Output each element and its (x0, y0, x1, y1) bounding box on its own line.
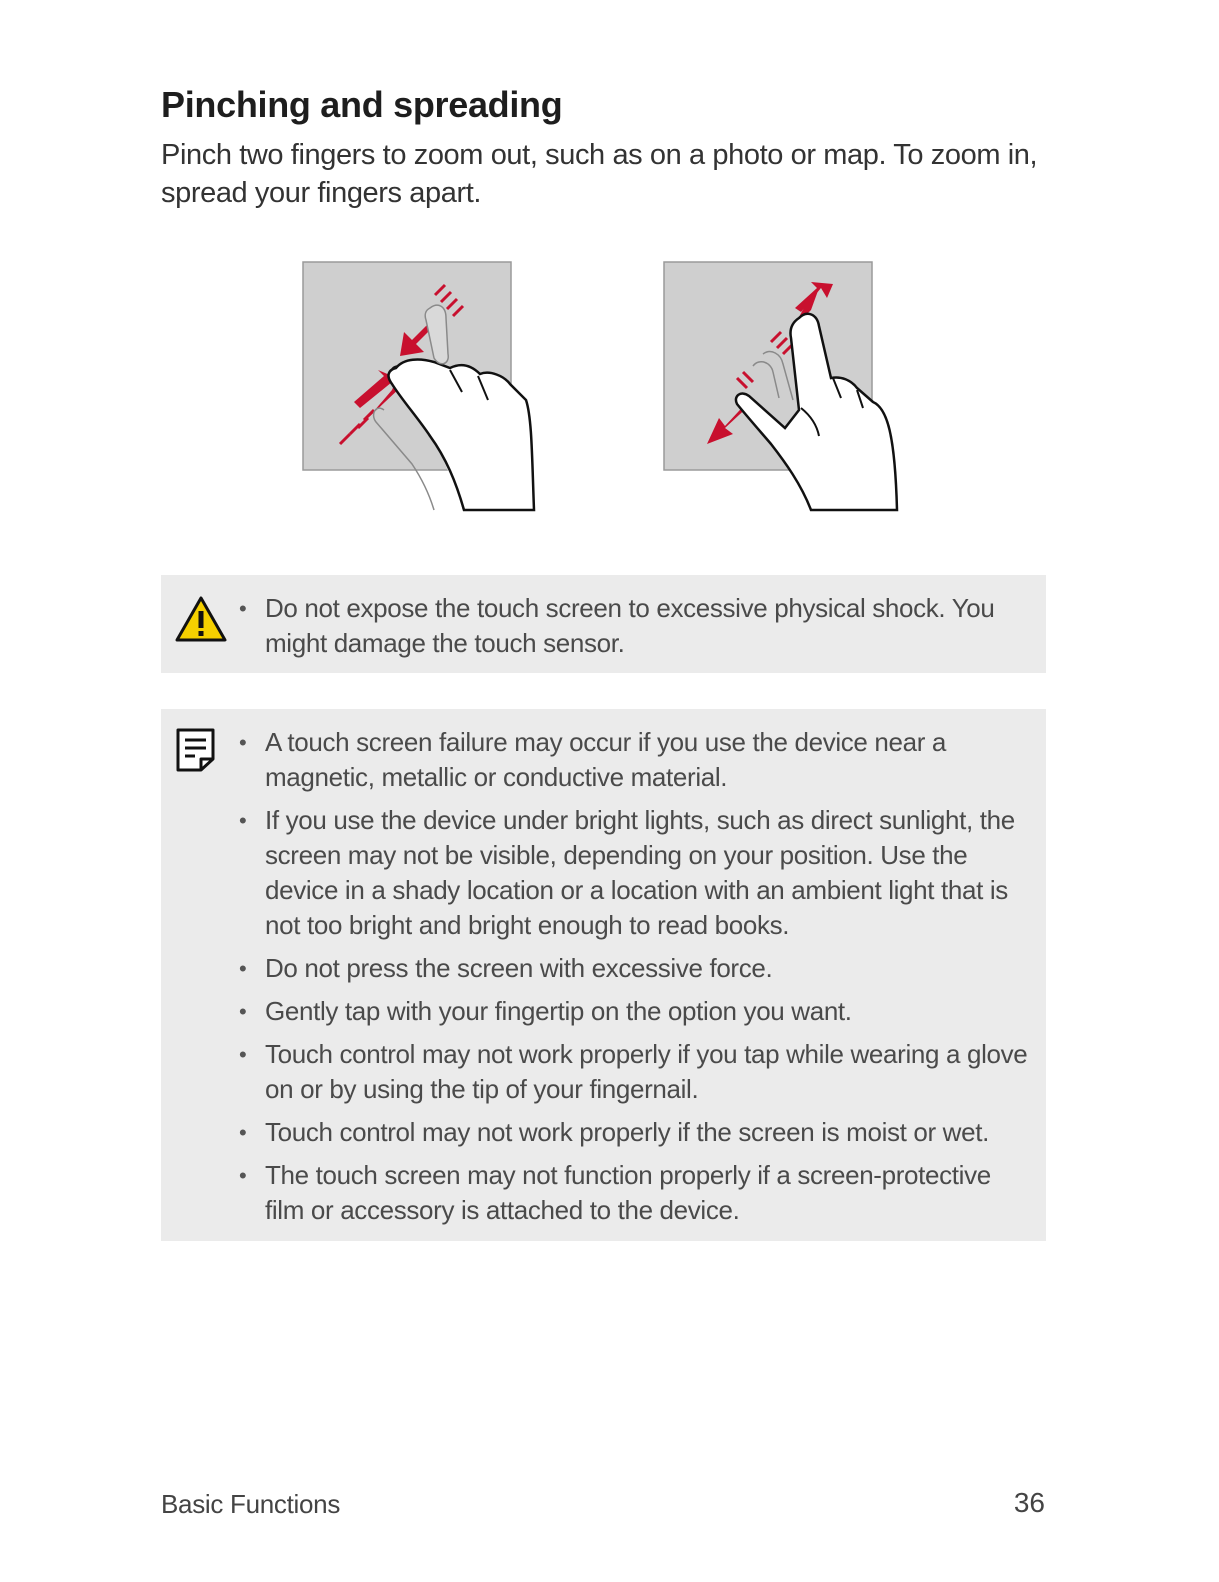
note-text: Gently tap with your fingertip on the option you want. (265, 996, 852, 1026)
note-text: Touch control may not work properly if the screen is moist or wet. (265, 1117, 989, 1147)
pinch-illustration (300, 258, 540, 519)
list-item (237, 994, 1028, 1029)
page-number: 36 (1013, 1487, 1045, 1518)
note-text: Touch control may not work properly if you tap while wearing a glove on or by using the tip of your fingernail. (265, 1039, 1028, 1104)
caution-box (161, 575, 1046, 673)
list-item (237, 803, 1028, 943)
note-text: Do not press the screen with excessive force. (265, 953, 773, 983)
intro-paragraph: Pinch two fingers to zoom out, such as on a photo or map. To zoom in, spread your fingers apart. (161, 139, 1038, 209)
list-item (237, 1115, 1028, 1150)
bullet-dot: • (239, 999, 247, 1024)
note-icon (175, 727, 217, 778)
bullet-dot: • (239, 1163, 247, 1188)
caution-text: Do not expose the touch screen to excessive physical shock. You might damage the touch sensor. (265, 593, 995, 658)
spread-illustration (661, 258, 901, 519)
note-text: A touch screen failure may occur if you use the device near a magnetic, metallic or conductive material. (265, 727, 947, 792)
pinch-gesture-icon (300, 258, 540, 514)
bullet-dot: • (239, 730, 247, 755)
note-text: If you use the device under bright lights, such as direct sunlight, the screen may not be visible, depending on your position. Use the device in a shady location or a location with an ambient light that is not too bright and bright enough to read books. (265, 805, 1015, 940)
bullet-dot: • (239, 808, 247, 833)
bullet-dot: • (239, 1120, 247, 1145)
bullet-dot: • (239, 596, 247, 621)
spread-gesture-icon (661, 258, 901, 514)
footer-section-name: Basic Functions (161, 1489, 341, 1519)
list-item (237, 725, 1028, 795)
list-item (237, 1158, 1028, 1228)
note-list (237, 725, 1028, 1236)
bullet-dot: • (239, 1042, 247, 1067)
page-title: Pinching and spreading (161, 84, 563, 125)
warning-icon (175, 595, 227, 648)
note-text: The touch screen may not function properly if a screen-protective film or accessory is attached to the device. (265, 1160, 991, 1225)
note-box (161, 709, 1046, 1241)
list-item (237, 951, 1028, 986)
caution-list (237, 591, 1028, 669)
bullet-dot: • (239, 956, 247, 981)
list-item (237, 1037, 1028, 1107)
list-item (237, 591, 1028, 661)
